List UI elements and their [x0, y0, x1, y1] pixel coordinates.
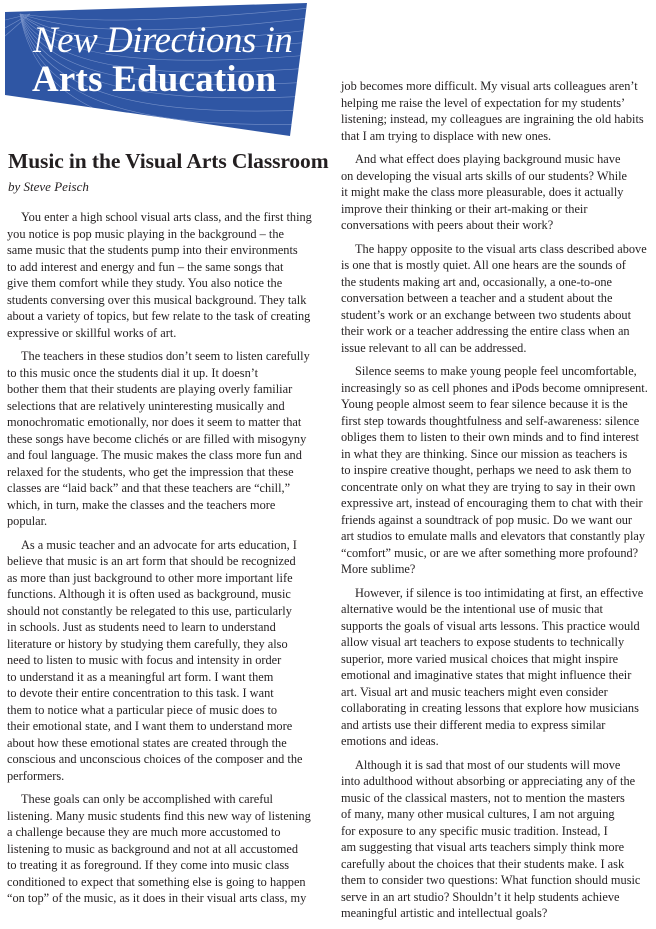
paragraph-line: am suggesting that visual arts teachers simply think more — [341, 840, 625, 854]
paragraph-line: into adulthood without absorbing or appreciating any of the — [341, 774, 636, 788]
paragraph-line: expressive or skillful works of art. — [7, 325, 177, 340]
paragraph-line: meaningful artistic and intellectual goals? — [341, 906, 548, 920]
paragraph-line: increasingly so as cell phones and iPods become omnipresent. — [341, 380, 648, 395]
article-paragraph — [341, 585, 656, 750]
paragraph-line: obliges them to listen to their own minds and to find interest — [341, 430, 639, 444]
paragraph-line: them to notice what a particular piece of music does to — [7, 702, 278, 717]
article-paragraph — [341, 757, 656, 922]
paragraph-line: to devote their entire concentration to this task. I want — [7, 686, 274, 700]
paragraph-line: to understand it as a meaningful art form. I want them — [7, 669, 274, 684]
paragraph-line: students conversing over this musical background. They talk — [7, 292, 307, 307]
paragraph-line: same music that the students pump into their environments — [7, 243, 298, 257]
banner-title-line2: Arts Education — [32, 59, 277, 100]
paragraph-line: to add interest and energy and fun – the same songs that — [7, 259, 284, 274]
paragraph-line: The happy opposite to the visual arts class described above — [355, 241, 647, 256]
paragraph-line: conversation between a teacher and a student about the — [341, 291, 613, 305]
paragraph-line: job becomes more difficult. My visual arts colleagues aren’t — [341, 79, 638, 93]
paragraph-line: classes are “laid back” and that these teachers are “chill,” — [7, 481, 291, 495]
paragraph-line: that I am trying to displace with new ones. — [341, 128, 552, 143]
paragraph-line: their emotional state, and I want them to understand more — [7, 719, 293, 733]
paragraph-line: allow visual art teachers to expose students to technically — [341, 635, 625, 649]
paragraph-line: However, if silence is too intimidating at first, an effective — [355, 585, 644, 600]
paragraph-line: emotional and imaginative states that might influence their — [341, 668, 632, 682]
paragraph-line: in schools. Just as students need to learn to understand — [7, 620, 276, 634]
paragraph-line: music of the classical masters, not to mention the masters — [341, 790, 625, 805]
paragraph-line: “comfort” music, or are we after something more profound? — [341, 545, 639, 560]
paragraph-line: And what effect does playing background music have — [355, 152, 621, 166]
paragraph-line: The teachers in these studios don’t seem to listen carefully — [21, 349, 310, 363]
paragraph-line: literature or history by studying them carefully, they also — [7, 636, 288, 651]
banner-title-line1: New Directions in — [33, 20, 293, 61]
article-paragraph — [341, 241, 656, 357]
paragraph-line: improve their thinking or their art-making or their — [341, 201, 588, 216]
paragraph-line: conversations with peers about their work? — [341, 218, 554, 232]
paragraph-line: monochromatic emotionally, nor does it seem to matter that — [7, 415, 302, 429]
paragraph-line: them to consider two questions: What function should music — [341, 873, 641, 887]
paragraph-line: to inspire creative thought, perhaps we need to ask them to — [341, 463, 632, 477]
paragraph-line: about a variety of topics, but few relate to the task of creating — [7, 309, 311, 323]
paragraph-line: art studios to emulate malls and elevators that constantly play — [341, 529, 646, 543]
paragraph-line: to this music once the students dial it up. It doesn’t — [7, 365, 259, 380]
paragraph-line: “on top” of the music, as it does in their visual arts class, my — [7, 891, 307, 905]
article-paragraph — [7, 348, 329, 530]
paragraph-line: As a music teacher and an advocate for arts education, I — [21, 537, 297, 552]
paragraph-line: emotions and ideas. — [341, 734, 439, 748]
paragraph-line: should not constantly be relegated to this use, particularly — [7, 603, 292, 618]
paragraph-line: expressive art, instead of encouraging them to chat with their — [341, 496, 643, 510]
paragraph-line: and foul language. The music makes the class more fun and — [7, 448, 302, 462]
paragraph-line: friends against a soundtrack of pop music. Do we want our — [341, 512, 633, 527]
paragraph-line: their work or a teacher addressing the entire class when an — [341, 324, 630, 338]
paragraph-line: these songs have become clichés or are filled with misogyny — [7, 431, 307, 446]
paragraph-line: conscious and unconscious choices of the composer and the — [7, 752, 303, 766]
paragraph-line: as more than just background to other more important life — [7, 570, 293, 585]
paragraph-line: Although it is sad that most of our students will move — [355, 757, 621, 772]
left-column — [7, 209, 329, 914]
paragraph-line: believe that music is an art form that should be recognized — [7, 554, 296, 568]
article-paragraph — [7, 537, 329, 785]
right-column — [341, 78, 656, 929]
paragraph-line: popular. — [7, 514, 48, 528]
paragraph-line: selections that are relatively uninteresting musically and — [7, 398, 285, 413]
paragraph-line: student’s work or an exchange between two students about — [341, 307, 632, 322]
article-paragraph — [341, 78, 656, 144]
paragraph-line: functions. Although it is often used as background, music — [7, 587, 291, 601]
article-paragraph — [7, 209, 329, 341]
article-paragraph — [7, 791, 329, 907]
paragraph-line: which, in turn, make the classes and the teachers more — [7, 497, 276, 512]
paragraph-line: supports the goals of visual arts lessons. This practice would — [341, 618, 640, 633]
paragraph-line: You enter a high school visual arts class, and the first thing — [21, 210, 312, 224]
paragraph-line: give them comfort while they study. You also notice the — [7, 276, 283, 290]
paragraph-line: concentrate only on what they are trying to say in their own — [341, 479, 636, 494]
publication-banner — [0, 0, 320, 140]
paragraph-line: to treating it as foreground. If they come into music class — [7, 858, 290, 872]
paragraph-line: about how these emotional states are created through the — [7, 735, 287, 750]
paragraph-line: listening. Many music students find this new way of listening — [7, 808, 311, 823]
paragraph-line: you notice is pop music playing in the background – the — [7, 226, 284, 241]
paragraph-line: it might make the class more pleasurable, does it actually — [341, 185, 624, 199]
paragraph-line: alternative would be the intentional use of music that — [341, 602, 603, 616]
paragraph-line: on developing the visual arts skills of our students? While — [341, 168, 628, 183]
paragraph-line: Young people almost seem to fear silence because it is the — [341, 397, 628, 411]
paragraph-line: relaxed for the students, who get the impression that these — [7, 464, 294, 479]
paragraph-line: conditioned to expect that something else is going to happen — [7, 874, 306, 889]
paragraph-line: a challenge because they are much more accustomed to — [7, 825, 281, 839]
article-title: Music in the Visual Arts Classroom — [8, 149, 329, 173]
paragraph-line: first step towards thoughtfulness and self-awareness: silence — [341, 413, 640, 428]
paragraph-line: Silence seems to make young people feel uncomfortable, — [355, 364, 637, 378]
paragraph-line: collaborating in creating lessons that explore how musicians — [341, 701, 639, 715]
article-byline: by Steve Peisch — [8, 179, 89, 194]
paragraph-line: issue relevant to all can be addressed. — [341, 340, 527, 355]
paragraph-line: bother them that their students are playing overly familiar — [7, 382, 293, 396]
paragraph-line: More sublime? — [341, 562, 416, 576]
paragraph-line: listening to music as background and not at all accustomed — [7, 841, 299, 856]
article-paragraph — [341, 151, 656, 234]
paragraph-line: need to listen to music with focus and intensity in order — [7, 653, 282, 667]
paragraph-line: These goals can only be accomplished with careful — [21, 792, 273, 806]
paragraph-line: of many, many other musical cultures, I am not arguing — [341, 807, 615, 821]
paragraph-line: helping me raise the level of expectation for my students’ — [341, 95, 626, 110]
paragraph-line: art. Visual art and music teachers might even consider — [341, 684, 608, 699]
paragraph-line: and artists use their different media to express similar — [341, 717, 606, 732]
paragraph-line: the students making art and, occasionally, a one-to-one — [341, 274, 613, 289]
paragraph-line: listening; instead, my colleagues are ingraining the old habits — [341, 112, 644, 126]
article-paragraph — [341, 363, 656, 578]
paragraph-line: performers. — [7, 768, 65, 783]
paragraph-line: superior, more varied musical choices that might inspire — [341, 651, 619, 666]
paragraph-line: for exposure to any specific music tradition. Instead, I — [341, 823, 608, 838]
paragraph-line: in what they are thinking. Since our mission as teachers is — [341, 446, 628, 461]
paragraph-line: carefully about the choices that their students make. I ask — [341, 856, 625, 871]
paragraph-line: serve in an art studio? Shouldn’t it help students achieve — [341, 889, 620, 904]
paragraph-line: is one that is mostly quiet. All one hears are the sounds of — [341, 258, 626, 272]
